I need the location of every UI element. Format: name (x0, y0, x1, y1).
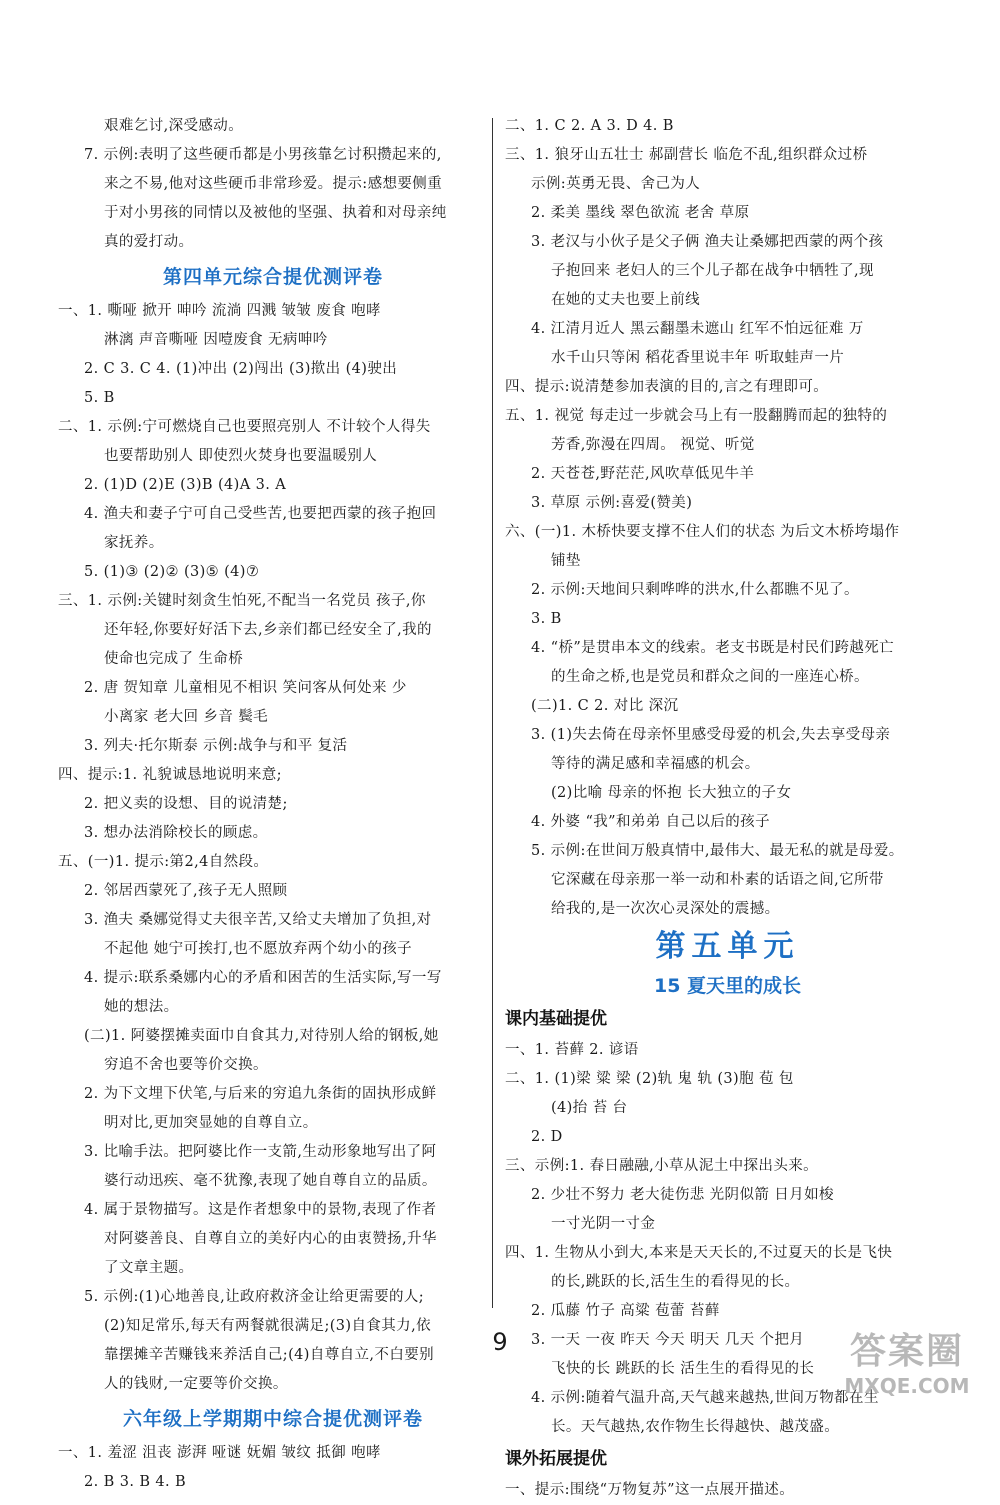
answer-line: 一、1. 嘶哑 掀开 呻吟 流淌 四溅 皱皱 废食 咆哮 (58, 303, 381, 319)
subsection-heading: 课外拓展提优 (505, 1449, 607, 1469)
answer-line: 3. B (531, 611, 562, 627)
answer-line: 3. 草原 示例:喜爱(赞美) (531, 495, 693, 511)
answer-line: 2. C 3. C 4. (1)冲出 (2)闯出 (3)揿出 (4)驶出 (84, 361, 398, 377)
answer-line: 飞快的长 跳跃的长 活生生的看得见的长 (551, 1361, 815, 1377)
answer-line: 三、1. 示例:关键时刻贪生怕死,不配当一名党员 孩子,你 (58, 593, 426, 609)
unit-heading: 第五单元 (655, 929, 800, 964)
answer-line: 一、1. 苔藓 2. 谚语 (505, 1042, 639, 1058)
answer-line: 明对比,更加突显她的自尊自立。 (104, 1115, 318, 1131)
watermark-logo (832, 1330, 982, 1398)
watermark-text: 答案圈 (849, 1331, 964, 1372)
answer-line: 的生命之桥,也是党员和群众之间的一座连心桥。 (551, 669, 869, 685)
answer-line: 五、1. 视觉 每走过一步就会马上有一股翻腾而起的独特的 (505, 408, 888, 424)
answer-line: 于对小男孩的同情以及被他的坚强、执着和对母亲纯 (104, 205, 447, 221)
answer-line: 3. 老汉与小伙子是父子俩 渔夫让桑娜把西蒙的两个孩 (531, 234, 884, 250)
answer-line: 2. B 3. B 4. B (84, 1474, 187, 1490)
answer-line: 5. B (84, 390, 115, 406)
answer-line: 7. 示例:表明了这些硬币都是小男孩靠乞讨积攒起来的, (84, 147, 442, 163)
answer-line: 它深藏在母亲那一举一动和朴素的话语之间,它所带 (551, 872, 884, 888)
answer-line: 人的钱财,一定要等价交换。 (104, 1376, 288, 1392)
answer-line: 2. D (531, 1129, 563, 1145)
section-heading: 第四单元综合提优测评卷 (162, 266, 383, 288)
answer-line: 一寸光阴一寸金 (551, 1216, 656, 1232)
answer-line: 4. 外婆 “我”和弟弟 自己以后的孩子 (531, 814, 770, 830)
answer-line: 小离家 老大回 乡音 鬓毛 (104, 709, 269, 725)
answer-line: 4. “桥”是贯串本文的线索。老支书既是村民们跨越死亡 (531, 640, 895, 656)
answer-line: 五、(一)1. 提示:第2,4自然段。 (58, 854, 269, 870)
answer-line: 的长,跳跃的长,活生生的看得见的长。 (551, 1274, 800, 1290)
answer-line: 二、1. (1)梁 粱 梁 (2)轨 鬼 轨 (3)胞 苞 包 (505, 1071, 794, 1087)
answer-line: 芳香,弥漫在四周。 视觉、听觉 (551, 437, 755, 453)
watermark-url: MXQE.COM (844, 1374, 970, 1398)
answer-line: 二、1. 示例:宁可燃烧自己也要照亮别人 不计较个人得失 (58, 419, 431, 435)
lesson-title: 15 夏天里的成长 (653, 975, 802, 997)
answer-line: 穷追不舍也要等价交换。 (104, 1057, 268, 1073)
answer-line: 2. 示例:天地间只剩哗哗的洪水,什么都瞧不见了。 (531, 582, 859, 598)
answer-line: 4. 示例:随着气温升高,天气越来越热,世间万物都在生 (531, 1390, 879, 1406)
answer-line: 5. (1)③ (2)② (3)⑤ (4)⑦ (84, 564, 260, 580)
answer-line: 不起他 她宁可挨打,也不愿放弃两个幼小的孩子 (104, 941, 413, 957)
answer-line: 2. 邻居西蒙死了,孩子无人照顾 (84, 883, 288, 899)
answer-line: 四、1. 生物从小到大,本来是天天长的,不过夏天的长是飞快 (505, 1245, 893, 1261)
left-column (58, 112, 488, 1497)
answer-line: 一、1. 羞涩 沮丧 澎湃 哑谜 妩媚 皱纹 抵御 咆哮 (58, 1445, 381, 1461)
answer-line: 3. 列夫·托尔斯泰 示例:战争与和平 复活 (84, 738, 348, 754)
answer-line: 2. 为下文埋下伏笔,与后来的穷追九条街的固执形成鲜 (84, 1086, 437, 1102)
answer-line: 4. 属于景物描写。这是作者想象中的景物,表现了作者 (84, 1202, 437, 1218)
answer-line: 2. 把义卖的设想、目的说清楚; (84, 796, 288, 812)
answer-line: 来之不易,他对这些硬币非常珍爱。提示:感想要侧重 (104, 176, 443, 192)
answer-line: 还年轻,你要好好活下去,乡亲们都已经安全了,我的 (104, 622, 432, 638)
answer-line: 4. 渔夫和妻子宁可自己受些苦,也要把西蒙的孩子抱回 (84, 506, 437, 522)
answer-line: 艰难乞讨,深受感动。 (104, 118, 244, 134)
column-divider (492, 118, 493, 1308)
answer-line: 婆行动迅疾、毫不犹豫,表现了她自尊自立的品质。 (104, 1173, 437, 1189)
answer-line: 4. 提示:联系桑娜内心的矛盾和困苦的生活实际,写一写 (84, 970, 442, 986)
answer-line: 对阿婆善良、自尊自立的美好内心的由衷赞扬,升华 (104, 1231, 437, 1247)
answer-line: 也要帮助别人 即使烈火焚身也要温暖别人 (104, 448, 378, 464)
answer-line: 5. 示例:(1)心地善良,让政府救济金让给更需要的人; (84, 1289, 425, 1305)
answer-line: 2. 少壮不努力 老大徒伤悲 光阴似箭 日月如梭 (531, 1187, 834, 1203)
answer-line: 四、提示:说清楚参加表演的目的,言之有理即可。 (505, 379, 829, 395)
page-number: 9 (492, 1328, 508, 1356)
answer-line: 3. (1)失去倚在母亲怀里感受母爱的机会,失去享受母亲 (531, 727, 891, 743)
answer-line: 四、提示:1. 礼貌诚恳地说明来意; (58, 767, 282, 783)
answer-line: 长。天气越热,农作物生长得越快、越茂盛。 (551, 1419, 840, 1435)
answer-line: 等待的满足感和幸福感的机会。 (551, 756, 760, 772)
answer-line: 二、1. C 2. A 3. D 4. B (505, 118, 674, 134)
answer-line: 3. 想办法消除校长的顾虑。 (84, 825, 268, 841)
answer-line: 真的爱打动。 (104, 234, 194, 250)
section-heading: 六年级上学期期中综合提优测评卷 (122, 1408, 423, 1430)
answer-line: 2. 柔美 墨线 翠色欲流 老舍 草原 (531, 205, 750, 221)
answer-line: 3. 比喻手法。把阿婆比作一支箭,生动形象地写出了阿 (84, 1144, 437, 1160)
answer-line: 给我的,是一次次心灵深处的震撼。 (551, 901, 780, 917)
answer-line: 一、提示:围绕“万物复苏”这一点展开描述。 (505, 1482, 795, 1498)
answer-line: 2. 瓜藤 竹子 高粱 苞蕾 苔藓 (531, 1303, 720, 1319)
answer-line: 2. (1)D (2)E (3)B (4)A 3. A (84, 477, 287, 493)
right-column (505, 112, 950, 1505)
answer-line: 三、1. 狼牙山五壮士 郝副营长 临危不乱,组织群众过桥 (505, 147, 868, 163)
answer-line: 家抚养。 (104, 535, 164, 551)
answer-line: 靠摆摊辛苦赚钱来养活自己;(4)自尊自立,不白要别 (104, 1347, 435, 1363)
answer-line: (2)比喻 母亲的怀抱 长大独立的子女 (551, 785, 792, 801)
answer-line: 铺垫 (551, 553, 581, 569)
answer-line: 4. 江清月近人 黑云翻墨未遮山 红军不怕远征难 万 (531, 321, 864, 337)
answer-line: 在她的丈夫也要上前线 (551, 292, 700, 308)
answer-line: 淋漓 声音嘶哑 因噎废食 无病呻吟 (104, 332, 328, 348)
subsection-heading: 课内基础提优 (505, 1009, 607, 1029)
answer-line: (二)1. C 2. 对比 深沉 (531, 698, 679, 714)
answer-line: 3. 渔夫 桑娜觉得丈夫很辛苦,又给丈夫增加了负担,对 (84, 912, 432, 928)
answer-line: 子抱回来 老妇人的三个儿子都在战争中牺牲了,现 (551, 263, 874, 279)
answer-line: 2. 天苍苍,野茫茫,风吹草低见牛羊 (531, 466, 755, 482)
answer-line: 2. 唐 贺知章 儿童相见不相识 笑问客从何处来 少 (84, 680, 407, 696)
answer-line: 示例:英勇无畏、舍己为人 (531, 176, 701, 192)
answer-line: (2)知足常乐,每天有两餐就很满足;(3)自食其力,依 (104, 1318, 431, 1334)
answer-line: 使命也完成了 生命桥 (104, 651, 244, 667)
answer-line: 三、示例:1. 春日融融,小草从泥土中探出头来。 (505, 1158, 819, 1174)
answer-line: (二)1. 阿婆摆摊卖面巾自食其力,对待别人给的钢板,她 (84, 1028, 439, 1044)
answer-line: 5. 示例:在世间万般真情中,最伟大、最无私的就是母爱。 (531, 843, 904, 859)
answer-line: 她的想法。 (104, 999, 179, 1015)
answer-line: (4)抬 苔 台 (551, 1100, 628, 1116)
answer-line: 六、(一)1. 木桥快要支撑不住人们的状态 为后文木桥垮塌作 (505, 524, 900, 540)
answer-line: 水千山只等闲 稻花香里说丰年 听取蛙声一片 (551, 350, 845, 366)
answer-line: 3. 一天 一夜 昨天 今天 明天 几天 个把月 (531, 1332, 805, 1348)
answer-line: 了文章主题。 (104, 1260, 194, 1276)
